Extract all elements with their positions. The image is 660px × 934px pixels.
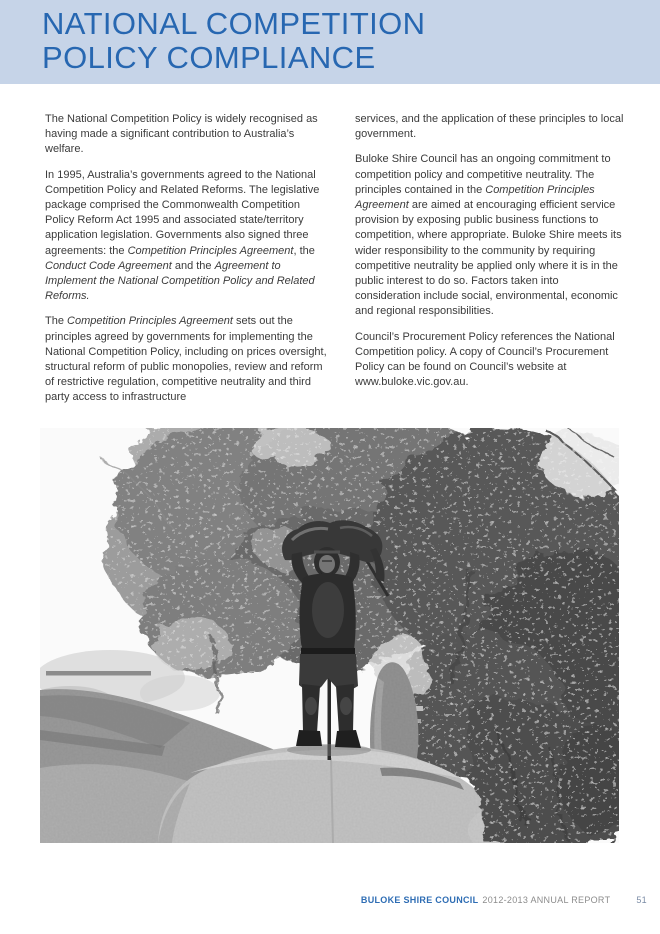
text-run: sets out the principles agreed by governments for implementing the National Competition Policy, including on prices oversight, structural reform of public monopolies, review and reform of restrictive regulation, competitive neutrality and third party access to infrastructure [45, 315, 327, 404]
text-run: In 1995, Australia’s governments agreed to the National Competition Policy and Related Reforms. The legislative package comprised the Commonwealth Competition Policy Reform Act 1995 and associated state/territory application legislation. Governments also signed three agreements: the [45, 168, 320, 257]
page-title [42, 7, 425, 75]
paragraph [45, 112, 332, 158]
text-run: , the [293, 244, 315, 257]
paragraph [355, 152, 627, 319]
body-columns [45, 112, 627, 416]
paragraph [355, 112, 627, 142]
text-run: Buloke Shire Council has an ongoing commitment to competition policy and competitive neutrality. The principles contained in the [355, 153, 611, 196]
footer-page-number: 51 [636, 895, 647, 905]
page-title-line1: NATIONAL COMPETITION [42, 6, 426, 41]
text-run: are aimed at encouraging efficient service provision by exposing public business functions to competition, where appropriate. Buloke Shire meets its wider responsibility to the community by requiring competitive neutrality be applied only where it is in the public interest to do so. Factors taken into consideration include social, environmental, economic and regional responsibilities. [355, 199, 622, 318]
statue-photo [40, 428, 619, 843]
text-run: Council’s Procurement Policy references the National Competition policy. A copy of Council’s Procurement Policy can be found on Council’s website at www.buloke.vic.gov.au. [355, 330, 615, 389]
statue-photo-image [40, 428, 619, 843]
text-run: and the [171, 259, 215, 272]
page-footer [0, 895, 647, 905]
footer-report-title: 2012-2013 ANNUAL REPORT [482, 895, 611, 905]
text-run: Conduct Code Agreement [45, 259, 172, 272]
text-run: services, and the application of these principles to local government. [355, 113, 624, 141]
text-run: Competition Principles Agreement [355, 183, 595, 212]
page-title-line2: POLICY COMPLIANCE [42, 40, 376, 75]
text-column-left [45, 112, 332, 416]
footer-council-name: BULOKE SHIRE COUNCIL [360, 895, 479, 905]
paragraph [45, 168, 332, 305]
text-run: Competition Principles Agreement [67, 315, 233, 328]
text-column-right [355, 112, 627, 416]
paragraph [45, 314, 332, 405]
text-run: The [45, 315, 68, 328]
text-run: The National Competition Policy is widely recognised as having made a significant contribution to Australia’s welfare. [45, 113, 318, 156]
paragraph [355, 330, 627, 391]
text-run: Agreement to Implement the National Competition Policy and Related Reforms. [45, 259, 315, 303]
text-run: Competition Principles Agreement [127, 244, 294, 257]
